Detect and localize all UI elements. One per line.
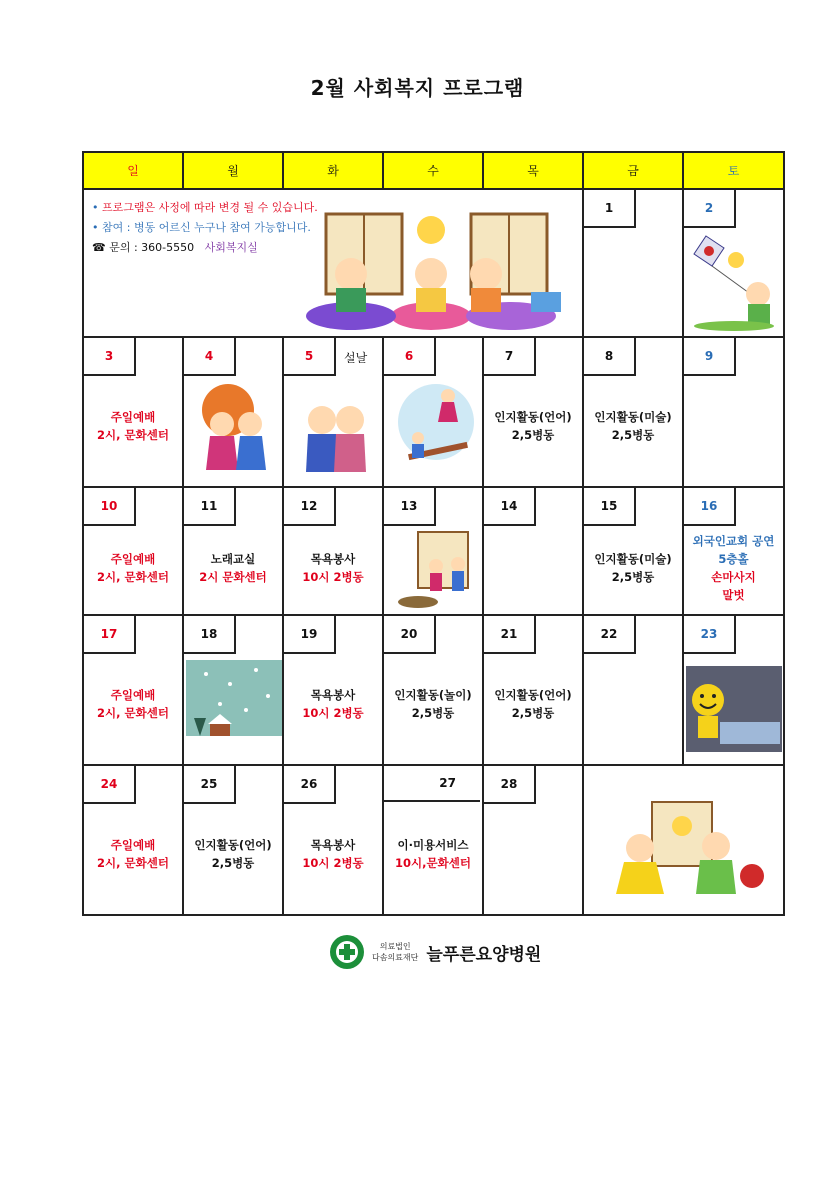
event-line: 인지활동(미술) [594,410,672,424]
day-cell [183,615,283,765]
day-cell [283,487,383,615]
day-cell [583,615,683,765]
event-text [184,550,282,586]
event-line: 손마사지 [711,570,756,584]
event-line: 인지활동(미술) [594,552,672,566]
event-line: 인지활동(언어) [494,410,572,424]
event-text [584,408,682,444]
day-number: 20 [384,616,436,654]
event-text [484,408,582,444]
event-text [284,686,382,722]
day-cell [683,487,784,615]
event-line: 5층홀 [718,552,749,566]
phone-label: 문의 : 360-5550 [109,241,195,254]
kite-child-illustration [686,232,782,332]
event-line: 2,5병동 [611,428,655,442]
event-line: 목욕봉사 [310,688,356,702]
week-row [83,189,784,337]
decor-cell [583,765,784,915]
day-cell [183,487,283,615]
day-number: 3 [84,338,136,376]
event-line: 2,5병동 [211,856,255,870]
children-hanbok-illustration [598,796,770,896]
weekday-header-row [83,152,784,189]
day-number: 13 [384,488,436,526]
week-row [83,337,784,487]
day-cell [483,487,583,615]
day-number: 8 [584,338,636,376]
day-number: 23 [684,616,736,654]
day-number: 26 [284,766,336,804]
children-bowing-illustration [388,528,480,612]
couple-hanbok-illustration [198,382,274,472]
event-text [84,836,182,872]
event-line: 주일예배 [110,410,156,424]
hospital-name: 늘푸른요양병원 [426,944,542,965]
day-number: 24 [84,766,136,804]
event-line: 10시,문화센터 [395,856,471,870]
week-row [83,615,784,765]
event-line: 2,5병동 [611,570,655,584]
event-line: 10시 2병동 [302,570,364,584]
happy-smiley-photo [686,666,782,752]
day-number: 16 [684,488,736,526]
day-cell [383,615,483,765]
day-cell [183,765,283,915]
day-cell [683,337,784,487]
event-line: 2시, 문화센터 [97,706,169,720]
day-cell [83,615,183,765]
day-number: 9 [684,338,736,376]
day-cell [483,765,583,915]
day-number: 15 [584,488,636,526]
event-line: 주일예배 [110,688,156,702]
day-number: 12 [284,488,336,526]
notice-line-1: 프로그램은 사정에 따라 변경 될 수 있습니다. [102,201,318,214]
event-text [84,550,182,586]
day-number: 18 [184,616,236,654]
event-line: 2,5병동 [511,706,555,720]
day-number: 4 [184,338,236,376]
weekday-tue: 화 [283,152,383,189]
day-number: 10 [84,488,136,526]
day-cell [83,765,183,915]
event-line: 2시, 문화센터 [97,570,169,584]
day-cell [383,337,483,487]
day-number: 21 [484,616,536,654]
weekday-sat: 토 [683,152,784,189]
week-row [83,765,784,915]
event-line: 주일예배 [110,552,156,566]
event-line: 2,5병동 [511,428,555,442]
org-line: 다솜의료재단 [372,953,419,962]
day-cell [483,615,583,765]
event-line: 2시, 문화센터 [97,428,169,442]
grandparents-illustration [296,386,376,476]
event-line: 인지활동(언어) [494,688,572,702]
day-number: 28 [484,766,536,804]
day-number: 7 [484,338,536,376]
day-cell [383,487,483,615]
day-cell [283,765,383,915]
org-line: 의료법인 [379,942,411,951]
event-text [384,686,482,722]
day-number: 14 [484,488,536,526]
phone-icon: ☎ [92,241,106,254]
weekday-thu: 목 [483,152,583,189]
event-text [84,686,182,722]
event-line: 외국인교회 공연 [692,534,775,548]
weekday-fri: 금 [583,152,683,189]
event-line: 10시 2병동 [302,856,364,870]
event-line: 노래교실 [210,552,256,566]
notice-line-2: 참여 : 병동 어르신 누구나 참여 가능합니다. [102,221,311,234]
day-cell [583,337,683,487]
event-line: 인지활동(놀이) [394,688,472,702]
day-cell [83,337,183,487]
snowy-house-photo [186,660,282,748]
event-text [284,836,382,872]
event-text [284,550,382,586]
event-line: 2시 문화센터 [199,570,267,584]
day-cell [83,487,183,615]
event-line: 2시, 문화센터 [97,856,169,870]
calendar-table [82,151,785,916]
hospital-logo-icon [330,935,364,969]
weekday-wed: 수 [383,152,483,189]
phone-dept: 사회복지실 [204,241,258,254]
day-number: 6 [384,338,436,376]
event-text [484,686,582,722]
event-line: 말벗 [722,588,745,602]
day-cell [683,615,784,765]
event-line: 10시 2병동 [302,706,364,720]
event-text [184,836,282,872]
week-row [83,487,784,615]
day-cell [483,337,583,487]
day-cell [283,615,383,765]
event-text [384,836,482,872]
event-text [684,532,783,604]
event-line: 이·미용서비스 [397,838,469,852]
day-number: 25 [184,766,236,804]
day-cell [683,189,784,337]
day-number: 11 [184,488,236,526]
day-cell [583,487,683,615]
new-year-family-illustration [306,212,582,330]
weekday-sun: 일 [83,152,183,189]
event-text [84,408,182,444]
holiday-label: 설날 [344,351,368,365]
day-cell [283,337,383,487]
day-number: 2 [684,190,736,228]
event-line: 주일예배 [110,838,156,852]
notice-cell [83,189,583,337]
day-number: 1 [584,190,636,228]
page-title: 2월 사회복지 프로그램 [310,76,525,100]
event-line: 목욕봉사 [310,838,356,852]
day-number: 22 [584,616,636,654]
weekday-mon: 월 [183,152,283,189]
day-number: 27 [384,766,480,802]
seesaw-jump-illustration [396,382,476,472]
hospital-footer [330,932,541,972]
notice-text: • 프로그램은 사정에 따라 변경 될 수 있습니다. • 참여 : 병동 어르신 누구나 참여 가능합니다. ☎ 문의 : 360-5550 사회복지실 [92,201,318,254]
day-number: 19 [284,616,336,654]
day-number: 5 [284,338,336,376]
day-cell [183,337,283,487]
day-number: 17 [84,616,136,654]
event-line: 인지활동(언어) [194,838,272,852]
day-cell [383,765,483,915]
event-text [584,550,682,586]
event-line: 2,5병동 [411,706,455,720]
foundation-name [372,941,418,963]
day-cell [583,189,683,337]
event-line: 목욕봉사 [310,552,356,566]
